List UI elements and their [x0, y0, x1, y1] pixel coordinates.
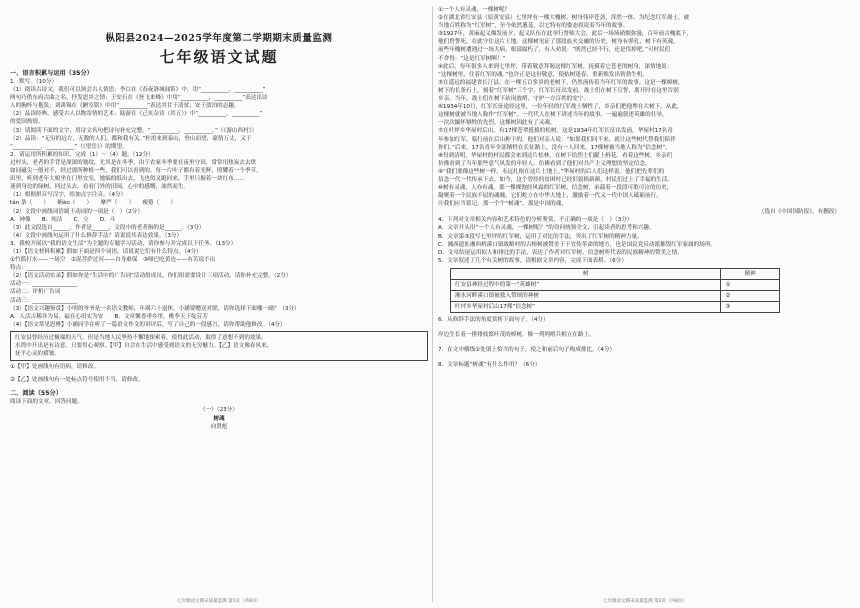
table-row	[451, 279, 780, 290]
passage-line: 前些年槐树遭遇过一场大病，根部腐朽了，有人劝说：“既然已经不行，还是伐掉吧。”可村民们	[438, 47, 671, 54]
question-line: （1）阅读古诗文，我们可以领会古人情思：李白在《春夜洛城闻笛》中，用“__________，__________”	[10, 87, 266, 94]
question-line: （2）文段中画线词语属于动词的一项是（ ）（2分）	[10, 208, 143, 215]
question-line: “__________，__________”（《望岳》）的期望。	[10, 143, 128, 150]
page-divider	[432, 6, 433, 602]
question-lines	[438, 216, 852, 265]
passage-line: “这棵树里，住着红军的魂。”也许正是这份敬意，使枯树逢春，重新焕发出勃勃生机。	[438, 71, 648, 78]
passage-line: 乡亲。当年，战士们在树下站岗放哨，守护一方百姓的安宁。	[438, 96, 590, 103]
passage-line: ⑤在遥远的福建省长汀县，在一棵五百多岁的老树下，仍然流传着当年红军的故事。这是一棵樟树，	[438, 79, 684, 86]
passage-line: 年参加红军，临行前在后山种下的。他们对亲人说：“如果我们回不来，就让这些树代替我们陪伴	[438, 136, 676, 143]
passage-line: 一次次缅怀牺牲的先烈，这棵树因此有了灵魂。	[438, 120, 556, 127]
passage-line: 你们。”后来，17名青年全部牺牲在长征路上，没有一人回来。17棵树被当地人称为“信念树”。	[438, 144, 671, 151]
table-body	[451, 279, 780, 312]
passage-line: ⑥1934年10月，红军长征途经这里，一位年轻的红军战士牺牲了，乡亲们把他埋在大树下，从此，	[438, 104, 683, 111]
right-column	[438, 0, 852, 608]
table-row	[451, 301, 780, 312]
question-line: 迷到身边的绿树，回过头去，看看门外的田园，心中的感慨，油然而生。	[10, 184, 190, 191]
passage-line: ⑦在叶坪乡华屋村后山，有17棵苍翠挺拔的松树，这是1934年红军长征出发前，华屋村17名青	[438, 128, 673, 135]
passage-line: 仿佛看到了当年那些意气风发的年轻人，仿佛看到了他们对共产主义理想的坚定信念。	[438, 160, 651, 167]
question-line: 1．默写。（10分）	[10, 79, 58, 85]
read-intro: 阅读下面的文章，回答问题。	[10, 399, 83, 406]
question-line: （1）【语文材料积累】假如下面是四个词语，请说说它们有什么特点。（4分）	[10, 248, 202, 255]
footer-right: 七年级语文期末质量监测 第2页（共8页）	[603, 599, 687, 604]
question-line: 如同磁尖一般对不，经过那所种植一些，我们可以看到的。每一片叶子都有着光辉，照耀着一个季节。	[10, 168, 262, 175]
passage-lines	[438, 6, 852, 208]
question-line: 特点：______________________________	[10, 265, 111, 272]
table-header-spirit: 精神	[721, 268, 780, 279]
passage-label: （一）（23分）	[200, 407, 238, 414]
box-line: 红安县曾经历过极端的天气，但是当地人民坚持不懈地探索着，使得此活动，取得了意想不到的效果。	[15, 334, 267, 341]
passage-line: ⑨“我们要像这些树一样，永远扎根在这片土地上。”华屋村的后人们这样说。他们把先辈们的	[438, 168, 665, 175]
question-line: 人的胸怀与抱负；刘禹锡在《陋室铭》中用“__________”表达其甘于清贫、安于淡泊的志趣。	[10, 103, 240, 110]
question-line: （3）【语文兴趣鉴赏】小明的爷爷是一名语文教师，年满六十退休，小涵要赠送对联，请你选择下面哪一副？（3分）	[10, 305, 300, 312]
passage-line: ④此后，每年很多人来到七里坪，带着敬意拜谒这棵红军树，抚摸着它苍老的树身，深情地说：	[438, 63, 673, 70]
passage-line: ⑧每到清明，华屋村的村民都会来到这片松林，在树下给烈士们献上鲜花。看着这些树，乡亲们	[438, 152, 673, 159]
box-line: 抚平心灵的褶皱。	[15, 351, 60, 358]
left-column	[10, 0, 428, 608]
question-line: （1）根据拼音写汉字，给加点字注音。（4分）	[10, 192, 127, 199]
question-line: （3）请阅读下面的文字，用诗文名句把诗句补充完整。“__________，__________。”（《游山西村》）	[10, 127, 258, 134]
section-one-heading: 一、语言积累与运用（35分）	[10, 70, 93, 77]
question-line: 2．请运用所积累的知识，完成（1）～（4）题。（12分）	[10, 151, 154, 158]
after-box-lines	[10, 363, 428, 384]
question-line: 岸边生长着一排排枝繁叶茂的棹树，像一列列哨兵相立在路上。	[438, 332, 595, 338]
passage-line: 树下的长条石上，刻着“红军树”三个字，红军长征出发前，战士们在树下宣誓，离开时在这里告别	[438, 87, 679, 94]
question-line: （4）文段中画线句运用了什么修辞手法？请说说其表达效果。（3分）	[10, 232, 183, 239]
question-line: 7．在文中横线①处填上恰当的句子，使之和前后句子构成排比。（4分）	[438, 347, 616, 354]
passage-source: （选自《中国国防报》，有删改）	[758, 209, 840, 216]
question-line: A．文章开头用“一个人有灵魂，一棵树呢？”的设问统领全文，引起读者的思考和兴趣。	[438, 225, 655, 232]
question-line: 8．文章标题“树魂”有什么作用？（6分）	[438, 362, 541, 369]
passage-line: ①一个人有灵魂，一棵树呢？	[438, 7, 511, 13]
table-cell-tree: 叶坪乡华屋村后山17棵“信念树”	[451, 301, 721, 312]
question-line: A．人活古稀非为易，福在心田实为安 B．文章馨香垂乡里，桃李天下绽芬芳	[10, 313, 208, 320]
question-line: 田里，听到老年大娘坐在门里宜室，她编的纸出去，飞也似又跑回来，手里只握着一块红布……	[10, 176, 245, 183]
passage-line: 信念一代一代传承下去，如今，这个曾经的贫困村已经旧貌换新颜，村民们过上了幸福的生活。	[438, 176, 673, 183]
question-line: B．文章第③段写七里坪的红军树，运用了对比的手法，突出了红军树的精神力量。	[438, 233, 643, 240]
table-cell-spirit[interactable]: ①	[721, 279, 780, 290]
paper-title: 七年级语文试题	[159, 48, 279, 66]
question-line: 的爱国热情。	[10, 119, 44, 126]
exam-title: 枞阳县2024—2025学年度第二学期期末质量监测	[105, 33, 333, 44]
question-line: ①竹篮打水——一场空 ②泥菩萨过河——自身难保 ③哑巴吃黄连——有苦说不出	[10, 257, 216, 264]
answer-table	[450, 268, 780, 313]
question-line: （2）品读经典，感受古人以物寄情的艺术：陆游在《己亥杂诗（其五）》中“__________，__________”	[10, 111, 263, 118]
table-cell-spirit[interactable]: ③	[721, 301, 780, 312]
question-line: （3）此文段选自______，作者是______，文段中的老者指的是______。（3分）	[10, 224, 205, 231]
question-line: 3．我校开展以“我的语文生活”为主题的专题学习活动，请你参与并完成以下任务。（13分）	[10, 240, 237, 247]
passage-line: 凝聚着一个民族不屈的魂魄。它们屹立在中华大地上，激励着一代又一代中国人砥砺前行。	[438, 193, 662, 200]
passage-line: ⑩树有灵魂，人亦有魂。那一棵棵饱经风霜的红军树、信念树，承载着一段段可歌可泣的历史，	[438, 185, 673, 192]
question-line: tán 条（ ） 娴ào（ ） 摩严（ ） 瘦倦（ ）	[10, 200, 177, 207]
table-cell-spirit[interactable]: ②	[721, 290, 780, 301]
question-line: 活动三：________________	[10, 297, 78, 304]
box-lines	[15, 334, 423, 358]
question-line: 活动二：评析广告词	[10, 289, 61, 296]
question-line: （2）品读：“无穷的远方，无数的人们，都和我有关。”杜甫来到泰山，登山而望，豪情万丈，又于	[10, 135, 252, 142]
box-line: 水湾中开出是有诗意。只要用心观察。【甲】自会在生活中感受到语文的无穷魅力。【乙】语文像春风来，	[15, 343, 273, 349]
left-question-lines	[10, 78, 428, 329]
question-line: 4．下列对文章相关内容和艺术特色的分析鉴赏，不正确的一项是（ ）（3分）	[438, 217, 633, 224]
table-row	[451, 290, 780, 301]
passage-line: ②在湖北省红安县（原黄安县）七里坪有一棵大槐树，树身伟岸苍劲，浑然一体，为纪念红军战士，被	[438, 15, 690, 22]
question-line: （2）【语文活动实录】假如你是“生活中的广告词”活动组成员，你们组需要设计三项活动，请你补充完整。（2分）	[10, 273, 292, 280]
subquestion-line: ①【甲】处画线句有语病，请修改。	[10, 364, 99, 371]
question-line: 过村头，老者的手背是深深的皱纹，尤其是在冬季，由于农家冬季要在夜里守田，常常用热炭去去烘	[10, 159, 257, 166]
footer-left: 七年级语文期末质量监测 第1页（共8页）	[177, 599, 261, 604]
passage-line: ⑪我们应当铭记，那一个个“树魂”，那是中国的魂。	[438, 201, 567, 208]
passage-line: 这棵树就被当地人称作“红军树”。一代代人在树下讲述当年的故事，一遍遍叙述英雄的壮举，	[438, 112, 668, 119]
passage-line: 当地百姓称为“红军树”，至今依然葱茏，以它特有的姿态叙说着当年的故事。	[438, 23, 629, 30]
passage-line: 他们曾誓死，在此守住这片土地。这棵树见证了那段血火交融的历史，树身有弹孔，树下有英魂。	[438, 39, 679, 46]
table-header-tree: 树	[451, 268, 721, 279]
passage-line: 不舍得：“这是红军树啊！”	[438, 55, 506, 62]
question-lines-2	[438, 316, 852, 369]
question-line: （4）【语文常见思辨】小涵同学在听了一篇语文作文的讲评后，写了自己的一段感言，请你帮助他修改。（4分）	[10, 321, 286, 328]
question-line: 活动一：________________	[10, 281, 78, 288]
answer-box	[10, 331, 428, 361]
question-line: 两句巧借东府古曲之名，抒发思乡之情；王安石在《登飞来峰》中用“__________，__________”表达出诗	[10, 95, 268, 102]
question-line: C．湘西遗址湘西桥溪口镇战略村的古榕树被赞美于下宜传革命的地方，也是国民党反动派摧毁红军家属的场所。	[438, 241, 717, 248]
passage-author: 向贤彪	[210, 423, 228, 430]
question-line: 6．从修辞手法的角度赏析下面句子。（4分）	[438, 316, 549, 323]
question-line: 5．文章叙述了几个有关树的故事，请根据文章内容，完成下面表格。（6分）	[438, 257, 627, 264]
section-two-heading: 二、阅读（55分）	[10, 390, 62, 398]
question-line: D．文章结尾运用拟人和排比的手法，表达了作者对红军树、信念树所代表的民族精神的赞美之情。	[438, 249, 683, 256]
subquestion-line: ②【乙】处画线句有一处标点符号使用不当，请修改。	[10, 377, 144, 384]
question-line: A．神像 B．纯洁 C．立 D．斗	[10, 216, 116, 223]
passage-title: 树魂	[213, 415, 225, 422]
table-cell-tree: 红安县神经过程中的第一“英雄树”	[451, 279, 721, 290]
passage-line: ③1927年，黄麻起义爆发前夕，起义队伍在此举行誓师大会，此后一场场硝烟弥漫，百年前古槐底下，	[438, 31, 693, 38]
table-cell-tree: 湘水河畔溪口镇被救入赞颂的神树	[451, 290, 721, 301]
